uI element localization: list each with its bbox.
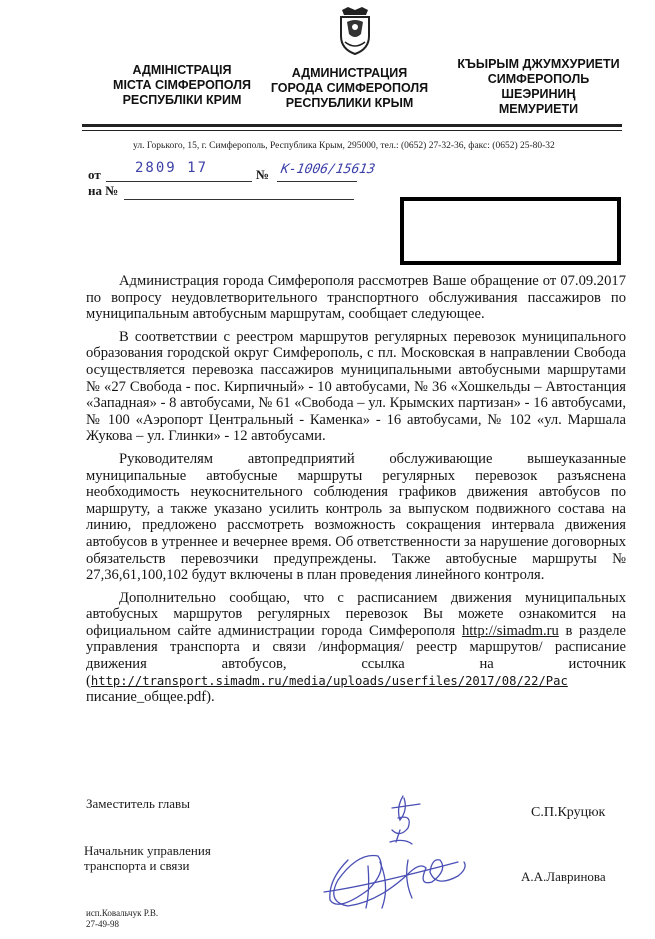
header-center-russian <box>262 66 437 111</box>
paragraph-4 <box>86 590 626 706</box>
header-left-line-2: МІСТА СІМФЕРОПОЛЯ <box>113 78 251 92</box>
header-center-line-2: ГОРОДА СИМФЕРОПОЛЯ <box>270 81 429 95</box>
header-rule-thin <box>82 130 622 131</box>
schedule-source-link[interactable]: http://transport.simadm.ru/media/uploads/userfiles/2017/08/22/Рас <box>90 673 568 688</box>
date-label: от <box>88 167 101 182</box>
paragraph-4-intro: Дополнительно сообщаю, что с расписанием движения муниципальных автобусных маршрутов регулярных перевозок Вы можете ознакомится на официальном сайте администрации города Симферополя <box>86 589 626 639</box>
simadm-site-link[interactable]: http://simadm.ru <box>461 622 559 639</box>
deputy-title: Заместитель главы <box>86 796 190 811</box>
header-right-crimean-tatar <box>446 57 631 117</box>
redacted-addressee-box <box>400 197 621 265</box>
paragraph-4-tail: писание_общее.pdf). <box>86 689 215 706</box>
paragraph-4-middle: в разделе управления транспорта и связи /информация/ реестр маршрутов/ расписание движения автобусов, ссылка на источник ( <box>86 622 626 689</box>
deputy-name: С.П.Круцюк <box>531 805 606 820</box>
header-right-line-1: КЪЫРЫМ ДЖУМХУРИЕТИ <box>457 57 620 71</box>
date-underline <box>106 181 252 182</box>
handwritten-signature <box>308 790 478 920</box>
header-center-line-1: АДМИНИСТРАЦИЯ <box>291 66 408 80</box>
number-handwritten: К-1006/15613 <box>279 162 377 177</box>
date-handwritten: 2809 17 <box>135 160 209 176</box>
header-right-line-4: МЕМУРИЕТИ <box>498 102 579 116</box>
head-title-line-2: транспорта и связи <box>84 858 190 873</box>
coat-of-arms-emblem <box>336 6 374 56</box>
header-center-line-3: РЕСПУБЛИКИ КРЫМ <box>285 96 414 110</box>
header-right-line-2: СИМФЕРОПОЛЬ <box>487 72 590 86</box>
executor-phone: 27-49-98 <box>86 919 119 929</box>
address-line: ул. Горького, 15, г. Симферополь, Республика Крым, 295000, тел.: (0652) 27-32-36, факс: (0652) 25-80-32 <box>133 141 555 151</box>
header-left-ukrainian <box>92 63 272 108</box>
header-right-line-3: ШЕЭРИНИҢ <box>501 87 576 101</box>
header-left-line-1: АДМІНІСТРАЦІЯ <box>132 63 232 77</box>
number-sign: № <box>256 167 270 182</box>
number-underline <box>277 181 357 182</box>
header-left-line-3: РЕСПУБЛІКИ КРИМ <box>122 93 242 107</box>
reference-underline <box>124 199 354 200</box>
letter-body <box>86 273 626 706</box>
head-name: А.А.Лавринова <box>521 869 606 884</box>
paragraph-2: В соответствии с реестром маршрутов регулярных перевозок муниципального образования городской округ Симферополь, с пл. Московская в направлении Свобода осуществляется перевозка пассажиров муниципальными автобусными маршрутами № «27 Свобода - пос. Кирпичный» - 10 автобусами, № 36 «Хошкельды – Автостанция «Западная» - 8 автобусами, № 61 «Свобода – ул. Крымских партизан» - 16 автобусами, № 100 «Аэропорт Центральный - Каменка» - 16 автобусами, № 102 «ул. Маршала Жукова – ул. Глинки» - 12 автобусами. <box>86 328 626 445</box>
paragraph-1: Администрация города Симферополя рассмотрев Ваше обращение от 07.09.2017 по вопросу неудовлетворительного транспортного обслуживания пассажиров по муниципальным автобусным маршрутам, сообщает следующее. <box>86 273 626 323</box>
reference-label: на № <box>88 183 119 198</box>
paragraph-3: Руководителям автопредприятий обслуживающие вышеуказанные муниципальные автобусные маршруты регулярных перевозок разъяснена необходимость неукоснительного соблюдения графиков движения автобусов по маршруту, а также указано усилить контроль за выпуском подвижного состава на линию, предложено рассмотреть возможность сокращения интервала движения автобусов в утреннее и вечернее время. Об ответственности за нарушение договорных обязательств перевозчики предупреждены. Также автобусные маршруты № 27,36,61,100,102 будут включены в план проведения линейного контроля. <box>86 450 626 584</box>
head-title-line-1: Начальник управления <box>84 843 211 858</box>
executor-name: исп.Ковальчук Р.В. <box>86 908 159 918</box>
header-rule-thick <box>82 124 622 127</box>
